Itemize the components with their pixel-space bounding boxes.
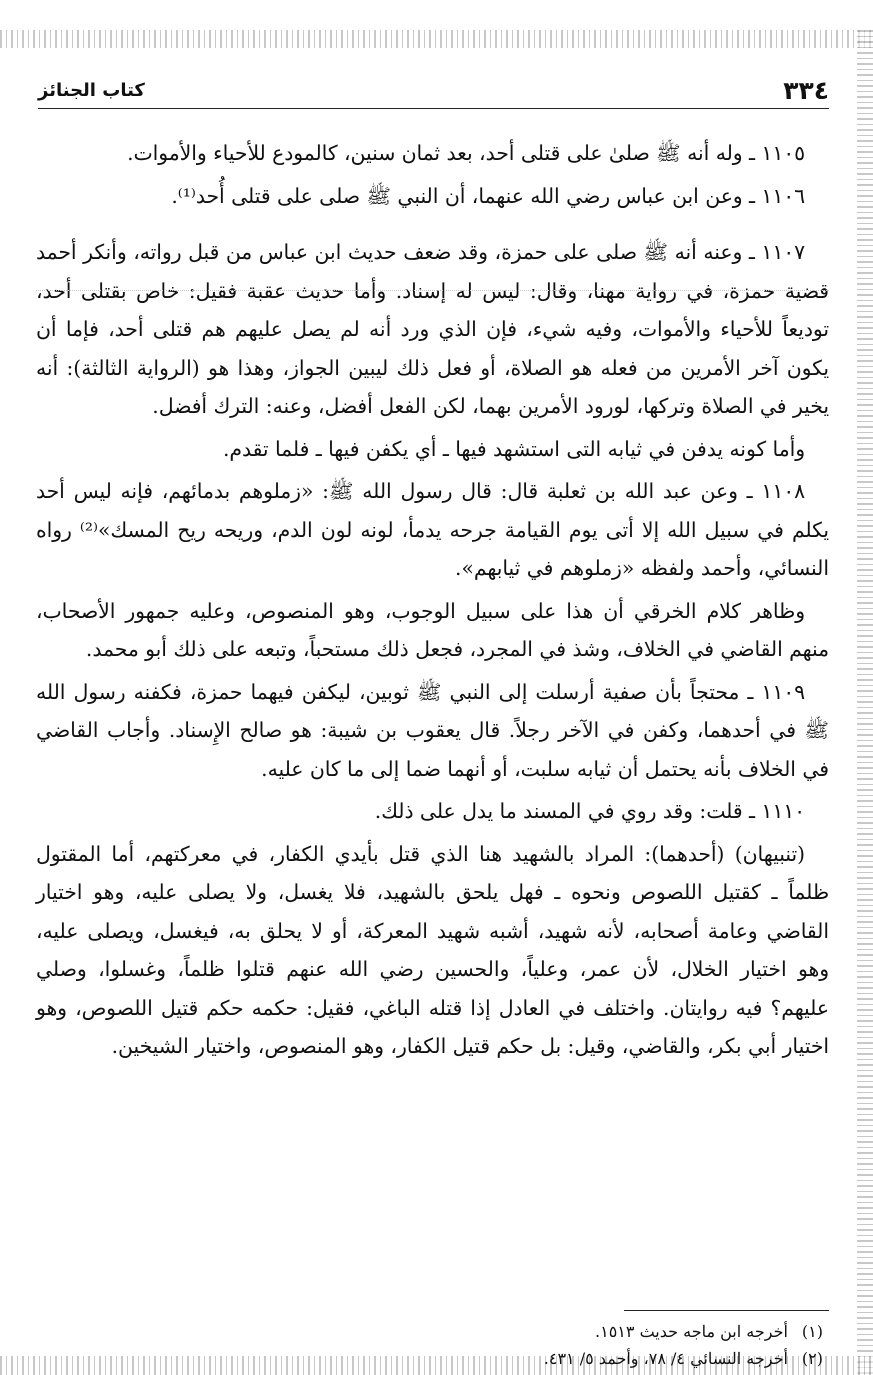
footnote-rule (624, 1310, 829, 1311)
paragraph-1109: ١١٠٩ ـ محتجاً بأن صفية أرسلت إلى النبي ﷺ ثوبين، ليكفن فيهما حمزة، فكفنه رسول الله ﷺ في أحدهما، وكفن في الآخر رجلاً. قال يعقوب بن شيبة: هو صالح الإِسناد. وأجاب القاضي في الخلاف بأنه يحتمل أن ثيابه سلبت، أو أنهما ضما إلى ما كان عليه. (36, 679, 829, 781)
footnote-1-mark: (١) (801, 1322, 823, 1341)
footnote-2-mark: (٢) (801, 1349, 823, 1368)
running-header (38, 72, 829, 109)
paragraph-zahir: وظاهر كلام الخرقي أن هذا على سبيل الوجوب، وهو المنصوص، وعليه جمهور الأصحاب، منهم القاضي في الخلاف، وشذ في المجرد، فجعل ذلك مستحباً، وتبعه على ذلك أبو محمد. (36, 598, 829, 661)
paragraph-1107: ١١٠٧ ـ وعنه أنه ﷺ صلى على حمزة، وقد ضعف حديث ابن عباس من قبل رواته، وأنكر أحمد قضية حمزة، في رواية مهنا، وقال: ليس له إسناد. وأما حديث عقبة فقيل: خاص بقتلى أحد، توديعاً للأحياء والأموات، وفيه شيء، فإن الذي ورد أنه لم يصل عليهم هم قتلى أحد، فإما أن يكون آخر الأمرين من فعله هو الصلاة، أو فعل ذلك ليبين الجواز، وهذا هو (الرواية الثالثة): أنه يخير في الصلاة وتركها، لورود الأمرين بهما، لكن الفعل أفضل، وعنه: الترك أفضل. (36, 240, 829, 418)
paragraph-1105: ١١٠٥ ـ وله أنه ﷺ صلىٰ على قتلى أحد، بعد ثمان سنين، كالمودع للأحياء والأموات. (127, 141, 805, 165)
paragraph-tanbih: (تنبيهان) (أحدهما): المراد بالشهيد هنا الذي قتل بأيدي الكفار، في معركتهم، أما المقتول ظلماً ـ كقتيل اللصوص ونحوه ـ فهل يلحق بالشهيد، فلا يغسل، ولا يصلى عليه، وهو اختيار القاضي وعامة أصحابه، لأنه شهيد، أشبه شهيد المعركة، أو لا يحلق به، فيغسل، ويصلى عليه، وهو اختيار الخلال، لأن عمر، وعلياً، والحسين رضي الله عنهم قتلوا ظلماً، وغسلوا، وصلي عليهم؟ فيه روايتان. واختلف في العادل إذا قتله الباغي، فقيل: حكمه حكم قتيل اللصوص، وهو اختيار أبي بكر، والقاضي، وقيل: بل حكم قتيل الكفار، وهو المنصوص، واختيار الشيخين. (36, 841, 829, 1058)
page-border-top (0, 30, 873, 48)
footnote-1-text: أخرجه ابن ماجه حديث ١٥١٣. (595, 1322, 788, 1341)
paragraph-1106: ١١٠٦ ـ وعن ابن عباس رضي الله عنهما، أن النبي ﷺ صلى على قتلى أُحد⁽¹⁾. (171, 183, 805, 208)
page-number: ٣٣٤ (783, 75, 829, 105)
page-body (36, 134, 829, 1070)
paragraph-1108: ١١٠٨ ـ وعن عبد الله بن ثعلبة قال: قال رسول الله ﷺ: «زملوهم بدمائهم، فإنه ليس أحد يكلم في سبيل الله إلا أتى يوم القيامة جرحه يدمأ، لونه لون الدم، وريحه ريح المسك»⁽²⁾ رواه النسائي، وأحمد ولفظه «زملوهم في ثيابهم». (36, 479, 829, 580)
footnote-2 (36, 1345, 823, 1372)
page-border-right (857, 30, 873, 1375)
paragraph-kafn: وأما كونه يدفن في ثيابه التى استشهد فيها ـ أي يكفن فيها ـ فلما تقدم. (222, 436, 805, 461)
footnotes (36, 1318, 823, 1372)
section-divider (36, 290, 829, 291)
paragraph-1110: ١١١٠ ـ قلت: وقد روي في المسند ما يدل على ذلك. (374, 799, 805, 823)
footnote-2-text: أخرجه النسائي ٤/ ٧٨، وأحمد ٥/ ٤٣١. (543, 1349, 788, 1368)
footnote-1 (36, 1318, 823, 1345)
book-title: كتاب الجنائز (38, 79, 145, 101)
